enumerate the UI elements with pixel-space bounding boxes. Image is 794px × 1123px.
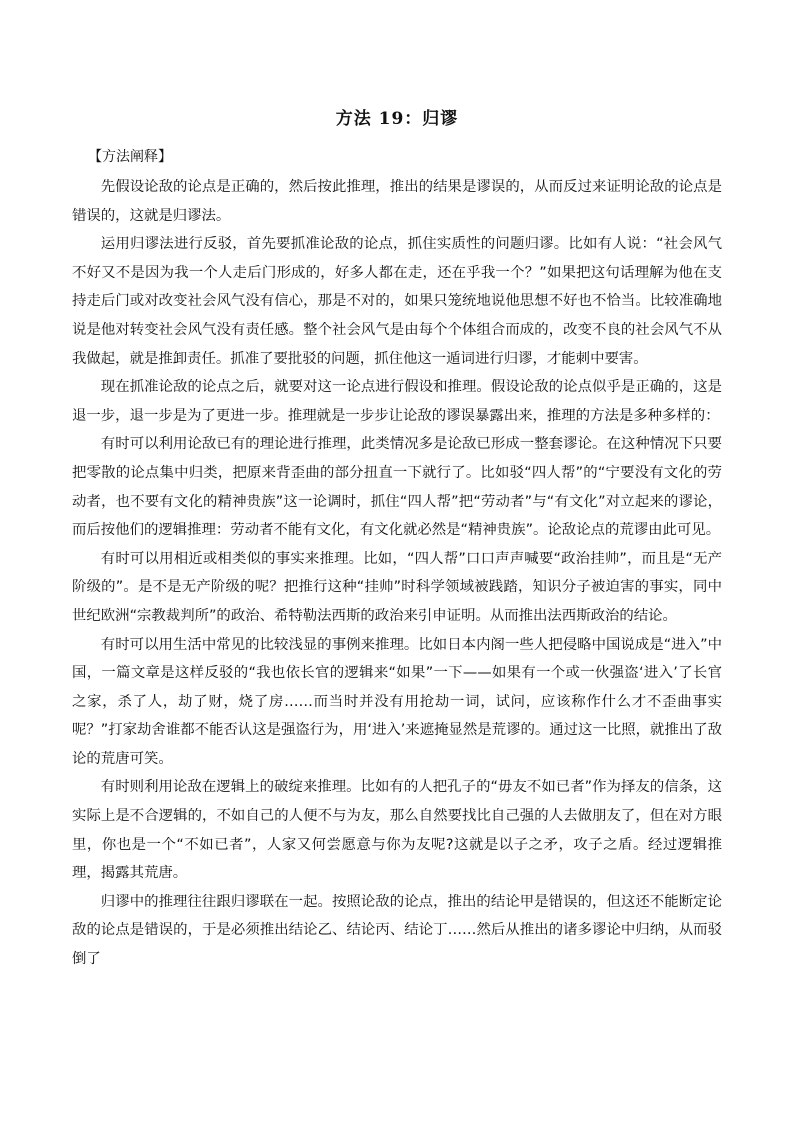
page-title: 方法 19：归谬 [335, 109, 459, 129]
paragraph: 归谬中的推理往往跟归谬联在一起。按照论敌的论点，推出的结论甲是错误的，但这还不能断定论敌的论点是错误的，于是必须推出结论乙、结论丙、结论丁……然后从推出的诸多谬论中归纳，从而驳倒了 [72, 893, 722, 968]
paragraph: 现在抓准论敌的论点之后，就要对这一论点进行假设和推理。假设论敌的论点似乎是正确的，这是退一步，退一步是为了更进一步。推理就是一步步让论敌的谬误暴露出来，推理的方法是多种多样的： [72, 379, 722, 424]
paragraph: 有时可以用相近或相类似的事实来推理。比如，“四人帮”口口声声喊要“政治挂帅”，而且是“无产阶级的”。是不是无产阶级的呢？把推行这种“挂帅”时科学领域被践踏，知识分子被迫害的事实，同中世纪欧洲“宗教裁判所”的政治、希特勒法西斯的政治来引申证明。从而推出法西斯政治的结论。 [72, 550, 722, 624]
paragraph: 运用归谬法进行反驳，首先要抓准论敌的论点，抓住实质性的问题归谬。比如有人说：“社会风气不好又不是因为我一个人走后门形成的，好多人都在走，还在乎我一个？”如果把这句话理解为他在支持走后门或对改变社会风气没有信心，那是不对的，如果只笼统地说他思想不好也不恰当。比较准确地说是他对转变社会风气没有责任感。整个社会风气是由每个个体组合而成的，改变不良的社会风气不从我做起，就是推卸责任。抓准了要批驳的问题，抓住他这一遁词进行归谬，才能刺中要害。 [72, 236, 722, 367]
paragraph: 有时可以用生活中常见的比较浅显的事例来推理。比如日本内阁一些人把侵略中国说成是“进入”中国，一篇文章是这样反驳的“我也依长官的逻辑来“如果”一下——如果有一个或一伙强盗‘进入’了长官之家，杀了人，劫了财，烧了房……而当时并没有用抢劫一词，试问，应该称作什么才不歪曲事实呢？”打家劫舍谁都不能否认这是强盗行为，用‘进入’来遮掩显然是荒谬的。通过这一比照，就推出了敌论的荒唐可笑。 [72, 636, 722, 767]
body-text [72, 173, 722, 974]
section-label: 【方法阐释】 [88, 149, 172, 165]
paragraph: 有时可以利用论敌已有的理论进行推理，此类情况多是论敌已形成一整套谬论。在这种情况下只要把零散的论点集中归类，把原来背歪曲的部分扭直一下就行了。比如驳“四人帮”的“宁要没有文化的劳动者，也不要有文化的精神贵族”这一论调时，抓住“四人帮”把“劳动者”与“有文化”对立起来的谬论，而后按他们的逻辑推理：劳动者不能有文化，有文化就必然是“精神贵族”。论敌论点的荒谬由此可见。 [72, 436, 722, 539]
paragraph: 有时则利用论敌在逻辑上的破绽来推理。比如有的人把孔子的“毋友不如已者”作为择友的信条，这实际上是不合逻辑的，不如自己的人便不与为友，那么自然要找比自己强的人去做朋友了，但在对方眼里，你也是一个“不如已者”，人家又何尝愿意与你为友呢?这就是以子之矛，攻子之盾。经过逻辑推理，揭露其荒唐。 [72, 779, 722, 882]
paragraph: 先假设论敌的论点是正确的，然后按此推理，推出的结果是谬误的，从而反过来证明论敌的论点是错误的，这就是归谬法。 [72, 179, 722, 224]
